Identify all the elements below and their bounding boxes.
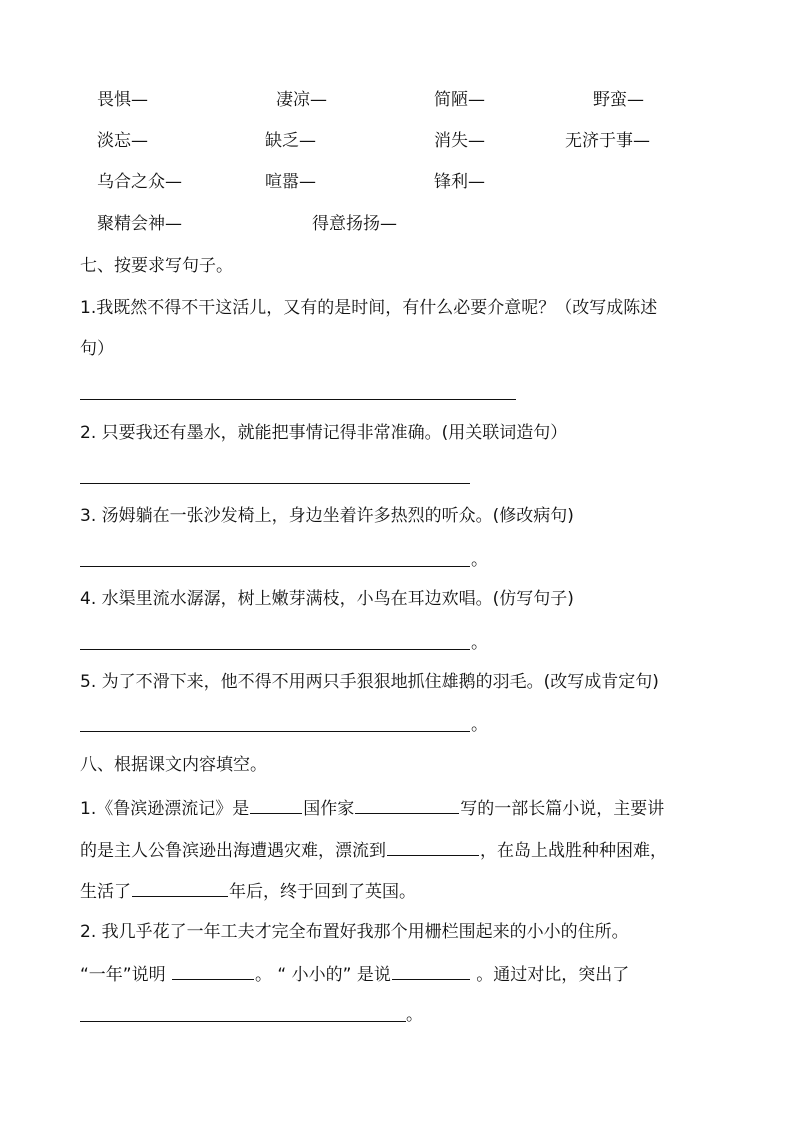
question-7-4: 4. 水渠里流水潺潺，树上嫩芽满枝，小鸟在耳边欢唱。(仿写句子) [80, 589, 574, 609]
word-item: 聚精会神— [97, 214, 182, 234]
question-8-1-line-3 [80, 879, 416, 903]
word-item: 简陋— [434, 90, 485, 110]
answer-line-7-1[interactable] [80, 399, 516, 400]
answer-line-8-2[interactable] [80, 1021, 406, 1022]
word-item: 喧嚣— [265, 172, 316, 192]
text-segment: 生活了 [80, 882, 131, 902]
text-segment: 。 “ 小小的” 是说 [255, 965, 391, 985]
question-7-2: 2. 只要我还有墨水，就能把事情记得非常准确。(用关联词造句） [80, 423, 568, 443]
text-segment: 写的一部长篇小说，主要讲 [460, 799, 665, 819]
word-row-3 [0, 170, 794, 194]
section-8-title: 八、根据课文内容填空。 [80, 755, 267, 775]
word-item: 乌合之众— [97, 172, 182, 192]
word-item: 消失— [434, 131, 485, 151]
fill-blank-small[interactable] [392, 962, 470, 980]
word-row-4 [0, 212, 794, 236]
fill-blank-years[interactable] [132, 879, 228, 897]
word-row-2 [0, 129, 794, 153]
word-item: 锋利— [434, 172, 485, 192]
fill-blank-one-year[interactable] [172, 962, 254, 980]
question-8-1-line-1 [80, 796, 664, 820]
question-7-1-line-2: 句） [80, 339, 114, 359]
fill-blank-place[interactable] [387, 838, 479, 856]
section-7-title: 七、按要求写句子。 [80, 256, 233, 276]
text-segment: 的是主人公鲁滨逊出海遭遇灾难，漂流到 [80, 841, 386, 861]
word-item: 得意扬扬— [312, 214, 397, 234]
question-7-5: 5. 为了不滑下来，他不得不用两只手狠狠地抓住雄鹅的羽毛。(改写成肯定句) [80, 672, 659, 692]
question-7-1-line-1: 1.我既然不得不干这活儿，又有的是时间，有什么必要介意呢？（改写成陈述 [80, 298, 658, 318]
question-8-1-line-2 [80, 838, 667, 862]
question-7-3: 3. 汤姆躺在一张沙发椅上，身边坐着许多热烈的听众。(修改病句) [80, 506, 574, 526]
text-segment: “一年”说明 [80, 965, 172, 985]
word-item: 缺乏— [265, 131, 316, 151]
question-8-2-line-2 [80, 962, 629, 986]
word-item: 野蛮— [593, 90, 644, 110]
fill-blank-country[interactable] [250, 796, 302, 814]
word-item: 无济于事— [565, 131, 650, 151]
answer-period: 。 [471, 715, 488, 735]
answer-period: 。 [471, 550, 488, 570]
word-item: 畏惧— [97, 90, 148, 110]
answer-line-7-3[interactable] [80, 566, 470, 567]
answer-line-7-4[interactable] [80, 649, 470, 650]
text-segment: 。通过对比，突出了 [470, 965, 630, 985]
word-item: 淡忘— [97, 131, 148, 151]
text-segment: 1.《鲁滨逊漂流记》是 [80, 799, 250, 819]
answer-period: 。 [406, 1005, 423, 1025]
answer-period: 。 [471, 633, 488, 653]
answer-line-7-2[interactable] [80, 483, 470, 484]
word-item: 凄凉— [276, 90, 327, 110]
text-segment: ，在岛上战胜种种困难， [480, 841, 667, 861]
text-segment: 年后，终于回到了英国。 [229, 882, 416, 902]
answer-line-7-5[interactable] [80, 731, 470, 732]
word-row-1 [0, 88, 794, 112]
text-segment: 国作家 [303, 799, 355, 819]
fill-blank-author[interactable] [355, 796, 459, 814]
question-8-2-line-1: 2. 我几乎花了一年工夫才完全布置好我那个用栅栏围起来的小小的住所。 [80, 922, 629, 942]
